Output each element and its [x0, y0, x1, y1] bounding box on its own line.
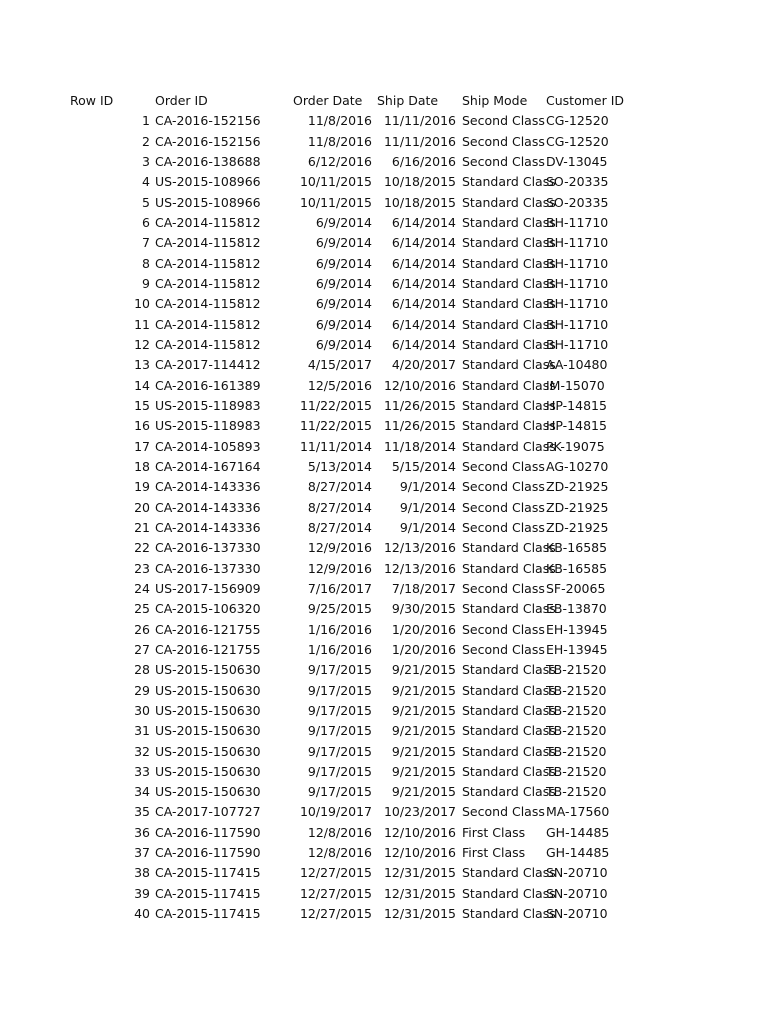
cell-ship-date: 12/31/2015	[383, 906, 456, 922]
table-row	[0, 701, 768, 721]
cell-order-id: CA-2016-121755	[155, 621, 261, 637]
cell-order-id: CA-2016-161389	[155, 377, 261, 393]
cell-row-id: 31	[134, 723, 150, 739]
cell-row-id: 36	[134, 824, 150, 840]
cell-order-id: CA-2014-115812	[155, 316, 261, 332]
cell-customer-id: ZD-21925	[546, 479, 609, 495]
cell-order-date: 11/8/2016	[307, 133, 372, 149]
cell-order-id: CA-2014-115812	[155, 296, 261, 312]
cell-customer-id: GH-14485	[546, 845, 610, 861]
cell-row-id: 27	[134, 641, 150, 657]
cell-customer-id: AG-10270	[546, 458, 609, 474]
cell-order-id: CA-2014-167164	[155, 458, 261, 474]
cell-ship-mode: Standard Class	[462, 214, 556, 230]
cell-customer-id: BH-11710	[546, 255, 609, 271]
table-row	[0, 559, 768, 579]
cell-customer-id: AA-10480	[546, 357, 608, 373]
cell-ship-mode: First Class	[462, 824, 526, 840]
cell-customer-id: TB-21520	[546, 662, 607, 678]
cell-order-date: 6/9/2014	[315, 275, 372, 291]
cell-order-id: CA-2016-117590	[155, 845, 261, 861]
cell-order-id: CA-2014-143336	[155, 519, 261, 535]
cell-order-date: 11/22/2015	[299, 418, 372, 434]
cell-customer-id: EH-13945	[546, 621, 608, 637]
cell-ship-mode: Standard Class	[462, 255, 556, 271]
cell-row-id: 9	[142, 275, 150, 291]
table-row	[0, 376, 768, 396]
cell-order-id: CA-2014-115812	[155, 336, 261, 352]
cell-order-date: 12/8/2016	[307, 824, 372, 840]
cell-order-date: 12/9/2016	[307, 560, 372, 576]
cell-row-id: 35	[134, 804, 150, 820]
cell-order-id: US-2015-118983	[155, 418, 261, 434]
cell-ship-date: 6/14/2014	[391, 336, 456, 352]
cell-customer-id: BH-11710	[546, 336, 609, 352]
cell-ship-date: 12/13/2016	[383, 540, 456, 556]
cell-order-date: 6/12/2016	[307, 153, 372, 169]
cell-order-date: 6/9/2014	[315, 316, 372, 332]
cell-order-id: US-2015-150630	[155, 763, 261, 779]
cell-ship-mode: Standard Class	[462, 336, 556, 352]
cell-row-id: 2	[142, 133, 150, 149]
cell-ship-mode: Standard Class	[462, 316, 556, 332]
cell-row-id: 7	[142, 235, 150, 251]
header-row-id: Row ID	[70, 93, 114, 108]
orders-table	[0, 91, 768, 924]
table-row	[0, 396, 768, 416]
cell-order-id: CA-2014-115812	[155, 275, 261, 291]
cell-ship-date: 10/18/2015	[383, 194, 456, 210]
cell-row-id: 6	[142, 214, 150, 230]
cell-ship-date: 12/10/2016	[383, 824, 456, 840]
cell-order-id: US-2015-118983	[155, 397, 261, 413]
cell-row-id: 33	[134, 763, 150, 779]
cell-order-date: 12/27/2015	[299, 906, 372, 922]
table-body	[0, 111, 768, 924]
cell-customer-id: SN-20710	[546, 906, 608, 922]
cell-row-id: 28	[134, 662, 150, 678]
cell-ship-date: 12/31/2015	[383, 865, 456, 881]
cell-ship-mode: Standard Class	[462, 885, 556, 901]
cell-order-id: US-2015-150630	[155, 662, 261, 678]
cell-ship-date: 4/20/2017	[391, 357, 456, 373]
cell-row-id: 20	[134, 499, 150, 515]
table-row	[0, 111, 768, 131]
cell-row-id: 18	[134, 458, 150, 474]
cell-order-id: US-2015-150630	[155, 702, 261, 718]
cell-ship-mode: Second Class	[462, 113, 545, 129]
cell-order-date: 9/17/2015	[307, 662, 372, 678]
cell-customer-id: SF-20065	[546, 580, 606, 596]
cell-ship-mode: Standard Class	[462, 906, 556, 922]
cell-order-date: 9/17/2015	[307, 743, 372, 759]
cell-order-date: 11/22/2015	[299, 397, 372, 413]
cell-ship-mode: Standard Class	[462, 397, 556, 413]
cell-ship-mode: Standard Class	[462, 723, 556, 739]
header-ship-date: Ship Date	[377, 93, 439, 108]
cell-order-id: CA-2014-115812	[155, 235, 261, 251]
cell-order-date: 9/17/2015	[307, 784, 372, 800]
header-customer-id: Customer ID	[546, 93, 625, 108]
cell-order-id: CA-2017-107727	[155, 804, 261, 820]
cell-ship-mode: Second Class	[462, 153, 545, 169]
table-row	[0, 213, 768, 233]
cell-order-date: 10/11/2015	[299, 194, 372, 210]
cell-customer-id: HP-14815	[546, 397, 607, 413]
cell-order-date: 9/17/2015	[307, 723, 372, 739]
cell-customer-id: CG-12520	[546, 113, 609, 129]
cell-ship-date: 12/10/2016	[383, 845, 456, 861]
cell-customer-id: SN-20710	[546, 885, 608, 901]
cell-customer-id: DV-13045	[546, 153, 608, 169]
cell-ship-mode: First Class	[462, 845, 526, 861]
cell-ship-mode: Second Class	[462, 479, 545, 495]
cell-ship-date: 11/11/2016	[383, 113, 456, 129]
cell-order-id: US-2015-150630	[155, 723, 261, 739]
cell-order-id: US-2017-156909	[155, 580, 261, 596]
cell-order-date: 10/11/2015	[299, 174, 372, 190]
cell-order-date: 12/5/2016	[307, 377, 372, 393]
cell-order-date: 8/27/2014	[307, 519, 372, 535]
cell-row-id: 37	[134, 845, 150, 861]
cell-ship-mode: Second Class	[462, 458, 545, 474]
cell-ship-mode: Standard Class	[462, 560, 556, 576]
table-row	[0, 518, 768, 538]
cell-customer-id: GH-14485	[546, 824, 610, 840]
cell-order-date: 6/9/2014	[315, 214, 372, 230]
cell-ship-mode: Second Class	[462, 621, 545, 637]
table-row	[0, 863, 768, 883]
cell-order-id: CA-2014-115812	[155, 214, 261, 230]
cell-ship-mode: Standard Class	[462, 357, 556, 373]
cell-order-date: 6/9/2014	[315, 296, 372, 312]
cell-order-date: 12/27/2015	[299, 885, 372, 901]
cell-row-id: 40	[134, 906, 150, 922]
cell-customer-id: IM-15070	[546, 377, 605, 393]
cell-ship-date: 9/1/2014	[399, 519, 456, 535]
cell-order-date: 1/16/2016	[307, 621, 372, 637]
cell-order-date: 6/9/2014	[315, 235, 372, 251]
cell-order-id: US-2015-150630	[155, 743, 261, 759]
cell-row-id: 21	[134, 519, 150, 535]
cell-ship-mode: Standard Class	[462, 377, 556, 393]
cell-order-date: 9/17/2015	[307, 702, 372, 718]
cell-ship-date: 6/14/2014	[391, 255, 456, 271]
cell-ship-date: 12/13/2016	[383, 560, 456, 576]
table-row	[0, 315, 768, 335]
cell-customer-id: BH-11710	[546, 275, 609, 291]
cell-ship-date: 12/10/2016	[383, 377, 456, 393]
cell-order-id: US-2015-150630	[155, 682, 261, 698]
cell-order-date: 7/16/2017	[307, 580, 372, 596]
table-row	[0, 335, 768, 355]
cell-ship-date: 12/31/2015	[383, 885, 456, 901]
cell-order-id: CA-2015-117415	[155, 865, 261, 881]
cell-row-id: 8	[142, 255, 150, 271]
cell-ship-mode: Standard Class	[462, 865, 556, 881]
cell-customer-id: TB-21520	[546, 763, 607, 779]
cell-customer-id: PK-19075	[546, 438, 605, 454]
cell-order-id: CA-2015-117415	[155, 906, 261, 922]
cell-customer-id: BH-11710	[546, 235, 609, 251]
cell-customer-id: TB-21520	[546, 784, 607, 800]
cell-ship-mode: Standard Class	[462, 296, 556, 312]
cell-order-date: 9/17/2015	[307, 682, 372, 698]
table-row	[0, 233, 768, 253]
table-row	[0, 274, 768, 294]
table-row	[0, 172, 768, 192]
cell-ship-date: 9/21/2015	[391, 743, 456, 759]
table-row	[0, 782, 768, 802]
cell-ship-date: 9/21/2015	[391, 784, 456, 800]
cell-ship-mode: Standard Class	[462, 174, 556, 190]
cell-ship-mode: Second Class	[462, 519, 545, 535]
cell-order-id: CA-2014-143336	[155, 479, 261, 495]
cell-ship-mode: Second Class	[462, 499, 545, 515]
cell-order-id: CA-2015-106320	[155, 601, 261, 617]
cell-ship-date: 1/20/2016	[391, 621, 456, 637]
cell-order-id: CA-2016-152156	[155, 133, 261, 149]
cell-ship-date: 11/18/2014	[383, 438, 456, 454]
cell-customer-id: TB-21520	[546, 743, 607, 759]
cell-order-date: 9/17/2015	[307, 763, 372, 779]
cell-row-id: 3	[142, 153, 150, 169]
cell-ship-date: 5/15/2014	[391, 458, 456, 474]
table-row	[0, 843, 768, 863]
cell-row-id: 15	[134, 397, 150, 413]
cell-ship-date: 11/26/2015	[383, 418, 456, 434]
table-row	[0, 681, 768, 701]
cell-row-id: 34	[134, 784, 150, 800]
cell-row-id: 10	[134, 296, 150, 312]
cell-order-id: CA-2016-152156	[155, 113, 261, 129]
cell-customer-id: BH-11710	[546, 316, 609, 332]
cell-customer-id: TB-21520	[546, 723, 607, 739]
cell-row-id: 23	[134, 560, 150, 576]
cell-ship-mode: Second Class	[462, 133, 545, 149]
table-row	[0, 457, 768, 477]
cell-ship-date: 9/30/2015	[391, 601, 456, 617]
cell-customer-id: TB-21520	[546, 682, 607, 698]
cell-ship-mode: Standard Class	[462, 743, 556, 759]
cell-ship-date: 1/20/2016	[391, 641, 456, 657]
table-row	[0, 660, 768, 680]
table-row	[0, 132, 768, 152]
cell-order-date: 6/9/2014	[315, 255, 372, 271]
cell-ship-mode: Second Class	[462, 641, 545, 657]
header-order-id: Order ID	[155, 93, 208, 108]
table-row	[0, 193, 768, 213]
cell-row-id: 13	[134, 357, 150, 373]
table-row	[0, 599, 768, 619]
table-row	[0, 579, 768, 599]
cell-order-id: US-2015-150630	[155, 784, 261, 800]
cell-ship-mode: Standard Class	[462, 662, 556, 678]
cell-ship-mode: Standard Class	[462, 275, 556, 291]
cell-customer-id: EB-13870	[546, 601, 607, 617]
cell-ship-date: 11/11/2016	[383, 133, 456, 149]
table-row	[0, 904, 768, 924]
cell-ship-date: 10/18/2015	[383, 174, 456, 190]
cell-ship-date: 9/21/2015	[391, 763, 456, 779]
cell-row-id: 26	[134, 621, 150, 637]
table-row	[0, 437, 768, 457]
cell-row-id: 39	[134, 885, 150, 901]
cell-customer-id: HP-14815	[546, 418, 607, 434]
table-row	[0, 721, 768, 741]
header-order-date: Order Date	[293, 93, 363, 108]
cell-ship-date: 6/14/2014	[391, 235, 456, 251]
cell-order-id: US-2015-108966	[155, 174, 261, 190]
cell-ship-mode: Standard Class	[462, 702, 556, 718]
cell-order-id: CA-2016-137330	[155, 560, 261, 576]
cell-ship-date: 6/14/2014	[391, 296, 456, 312]
cell-ship-mode: Standard Class	[462, 418, 556, 434]
cell-order-date: 1/16/2016	[307, 641, 372, 657]
cell-ship-date: 9/21/2015	[391, 723, 456, 739]
cell-customer-id: KB-16585	[546, 560, 608, 576]
cell-row-id: 11	[134, 316, 150, 332]
cell-ship-date: 6/14/2014	[391, 316, 456, 332]
cell-ship-date: 11/26/2015	[383, 397, 456, 413]
cell-order-date: 6/9/2014	[315, 336, 372, 352]
cell-row-id: 5	[142, 194, 150, 210]
table-row	[0, 620, 768, 640]
cell-customer-id: SO-20335	[546, 194, 609, 210]
cell-row-id: 25	[134, 601, 150, 617]
cell-customer-id: ZD-21925	[546, 519, 609, 535]
cell-order-id: US-2015-108966	[155, 194, 261, 210]
cell-row-id: 22	[134, 540, 150, 556]
cell-order-date: 12/27/2015	[299, 865, 372, 881]
cell-row-id: 4	[142, 174, 150, 190]
cell-ship-date: 9/21/2015	[391, 662, 456, 678]
cell-order-date: 5/13/2014	[307, 458, 372, 474]
table-row	[0, 762, 768, 782]
cell-order-id: CA-2017-114412	[155, 357, 261, 373]
cell-ship-date: 6/14/2014	[391, 275, 456, 291]
cell-order-date: 11/8/2016	[307, 113, 372, 129]
cell-ship-date: 10/23/2017	[383, 804, 456, 820]
cell-row-id: 38	[134, 865, 150, 881]
cell-row-id: 16	[134, 418, 150, 434]
cell-row-id: 14	[134, 377, 150, 393]
cell-order-date: 8/27/2014	[307, 499, 372, 515]
cell-row-id: 30	[134, 702, 150, 718]
cell-order-id: CA-2016-138688	[155, 153, 261, 169]
cell-ship-mode: Standard Class	[462, 194, 556, 210]
cell-order-date: 10/19/2017	[299, 804, 372, 820]
cell-ship-date: 9/21/2015	[391, 682, 456, 698]
cell-order-date: 11/11/2014	[299, 438, 372, 454]
cell-customer-id: SN-20710	[546, 865, 608, 881]
cell-ship-mode: Standard Class	[462, 235, 556, 251]
cell-ship-mode: Standard Class	[462, 763, 556, 779]
table-row	[0, 742, 768, 762]
table-row	[0, 823, 768, 843]
cell-customer-id: MA-17560	[546, 804, 610, 820]
cell-order-date: 8/27/2014	[307, 479, 372, 495]
cell-order-id: CA-2014-115812	[155, 255, 261, 271]
cell-order-id: CA-2016-137330	[155, 540, 261, 556]
cell-customer-id: ZD-21925	[546, 499, 609, 515]
table-row	[0, 416, 768, 436]
cell-row-id: 29	[134, 682, 150, 698]
table-row	[0, 152, 768, 172]
cell-ship-date: 9/1/2014	[399, 479, 456, 495]
cell-ship-mode: Second Class	[462, 804, 545, 820]
cell-customer-id: BH-11710	[546, 214, 609, 230]
table-row	[0, 802, 768, 822]
cell-ship-mode: Standard Class	[462, 682, 556, 698]
cell-customer-id: CG-12520	[546, 133, 609, 149]
cell-ship-mode: Second Class	[462, 580, 545, 596]
cell-order-id: CA-2014-105893	[155, 438, 261, 454]
table-header-row	[0, 91, 768, 111]
cell-order-id: CA-2014-143336	[155, 499, 261, 515]
table-row	[0, 538, 768, 558]
cell-order-date: 9/25/2015	[307, 601, 372, 617]
cell-row-id: 32	[134, 743, 150, 759]
cell-ship-mode: Standard Class	[462, 601, 556, 617]
cell-order-id: CA-2015-117415	[155, 885, 261, 901]
cell-ship-mode: Standard Class	[462, 540, 556, 556]
cell-order-id: CA-2016-117590	[155, 824, 261, 840]
cell-order-date: 4/15/2017	[307, 357, 372, 373]
cell-row-id: 17	[134, 438, 150, 454]
table-row	[0, 294, 768, 314]
cell-customer-id: SO-20335	[546, 174, 609, 190]
table-row	[0, 884, 768, 904]
cell-ship-mode: Standard Class	[462, 438, 556, 454]
cell-ship-date: 6/16/2016	[391, 153, 456, 169]
cell-customer-id: KB-16585	[546, 540, 608, 556]
cell-order-date: 12/9/2016	[307, 540, 372, 556]
cell-row-id: 24	[134, 580, 150, 596]
cell-order-id: CA-2016-121755	[155, 641, 261, 657]
table-row	[0, 640, 768, 660]
cell-row-id: 1	[142, 113, 150, 129]
cell-customer-id: EH-13945	[546, 641, 608, 657]
cell-row-id: 19	[134, 479, 150, 495]
table-row	[0, 498, 768, 518]
cell-row-id: 12	[134, 336, 150, 352]
cell-ship-date: 7/18/2017	[391, 580, 456, 596]
table-row	[0, 254, 768, 274]
cell-order-date: 12/8/2016	[307, 845, 372, 861]
header-ship-mode: Ship Mode	[462, 93, 528, 108]
cell-ship-date: 9/21/2015	[391, 702, 456, 718]
cell-customer-id: TB-21520	[546, 702, 607, 718]
cell-ship-date: 6/14/2014	[391, 214, 456, 230]
table-row	[0, 355, 768, 375]
cell-customer-id: BH-11710	[546, 296, 609, 312]
cell-ship-mode: Standard Class	[462, 784, 556, 800]
table-row	[0, 477, 768, 497]
cell-ship-date: 9/1/2014	[399, 499, 456, 515]
